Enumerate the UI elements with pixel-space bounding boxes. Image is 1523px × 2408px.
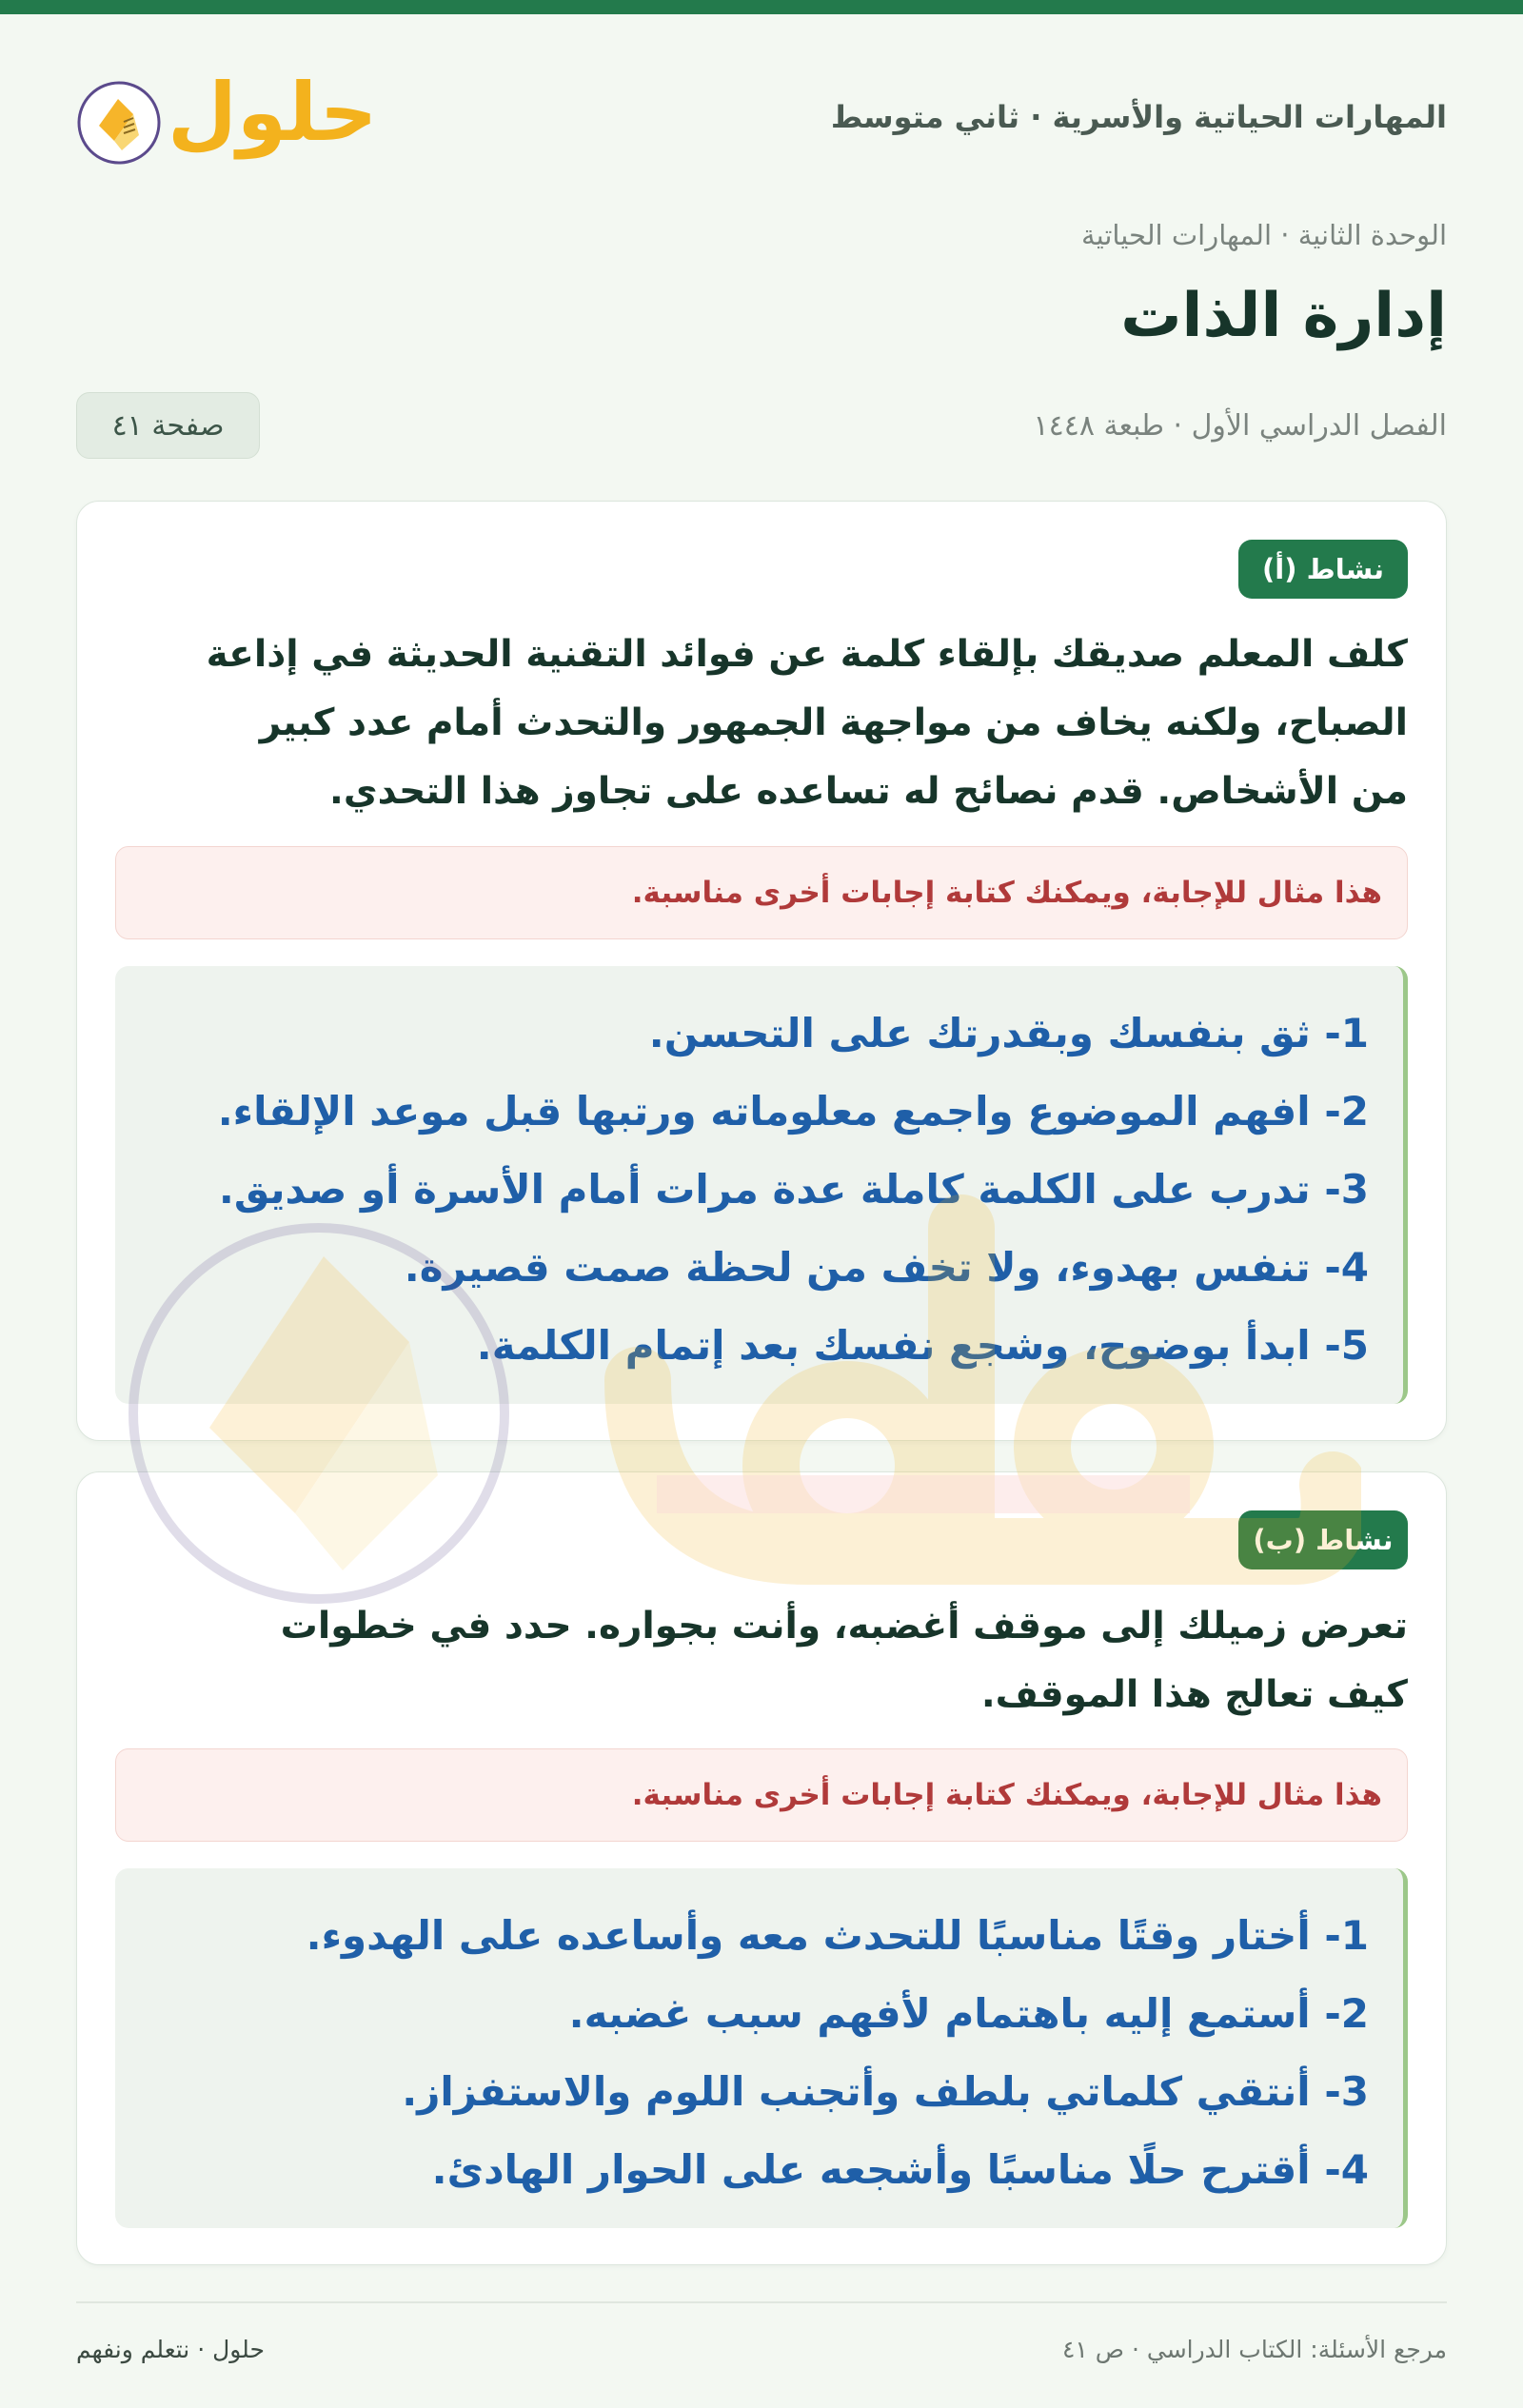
answer-item: 4- تنفس بهدوء، ولا تخف من لحظة صمت قصيرة. <box>404 1244 1369 1291</box>
footer-divider <box>76 2301 1447 2303</box>
footer-reference: مرجع الأسئلة: الكتاب الدراسي · ص ٤١ <box>1061 2336 1447 2363</box>
logo-book-icon <box>76 80 162 166</box>
answer-note: هذا مثال للإجابة، ويمكنك كتابة إجابات أخرى مناسبة. <box>115 1748 1408 1842</box>
top-accent-bar <box>0 0 1523 14</box>
activity-badge: نشاط (أ) <box>1238 540 1408 599</box>
page-number-badge: صفحة ٤١ <box>76 392 260 459</box>
answer-item: 1- أختار وقتًا مناسبًا للتحدث معه وأساعده على الهدوء. <box>306 1912 1369 1959</box>
activity-question: كلف المعلم صديقك بإلقاء كلمة عن فوائد التقنية الحديثة في إذاعة الصباح، ولكنه يخاف من مواجهة الجمهور والتحدث أمام عدد كبير من الأشخاص. قدم نصائح له تساعده على تجاوز هذا التحدي. <box>206 633 1408 813</box>
answers-box <box>115 966 1408 1404</box>
subject-title: المهارات الحياتية والأسرية · ثاني متوسط <box>830 99 1447 135</box>
activity-question: تعرض زميلك إلى موقف أغضبه، وأنت بجواره. حدد في خطوات كيف تعالج هذا الموقف. <box>280 1605 1408 1716</box>
logo-wordmark: حلول <box>168 66 378 159</box>
page-header <box>76 57 1447 181</box>
answer-item: 4- أقترح حلًا مناسبًا وأشجعه على الحوار الهادئ. <box>431 2146 1369 2193</box>
answer-item: 1- ثق بنفسك وبقدرتك على التحسن. <box>648 1010 1369 1056</box>
answer-note: هذا مثال للإجابة، ويمكنك كتابة إجابات أخرى مناسبة. <box>115 846 1408 939</box>
page-title: إدارة الذات <box>1120 281 1447 351</box>
hulul-logo[interactable] <box>76 66 378 177</box>
breadcrumb: الوحدة الثانية · المهارات الحياتية <box>1081 219 1447 251</box>
activity-card-a <box>76 501 1447 1441</box>
answer-item: 5- ابدأ بوضوح، وشجع نفسك بعد إتمام الكلمة. <box>476 1322 1369 1369</box>
answer-item: 2- أستمع إليه باهتمام لأفهم سبب غضبه. <box>568 1990 1369 2037</box>
activity-badge: نشاط (ب) <box>1238 1510 1408 1569</box>
answer-item: 3- تدرب على الكلمة كاملة عدة مرات أمام الأسرة أو صديق. <box>218 1166 1369 1213</box>
answer-item: 2- افهم الموضوع واجمع معلوماته ورتبها قبل موعد الإلقاء. <box>217 1088 1369 1135</box>
answers-box <box>115 1868 1408 2228</box>
answer-item: 3- أنتقي كلماتي بلطف وأتجنب اللوم والاستفزاز. <box>402 2068 1369 2115</box>
activity-card-b <box>76 1471 1447 2265</box>
footer-brand: حلول · نتعلم ونفهم <box>76 2336 265 2363</box>
term-edition-info: الفصل الدراسي الأول · طبعة ١٤٤٨ <box>1033 409 1447 443</box>
